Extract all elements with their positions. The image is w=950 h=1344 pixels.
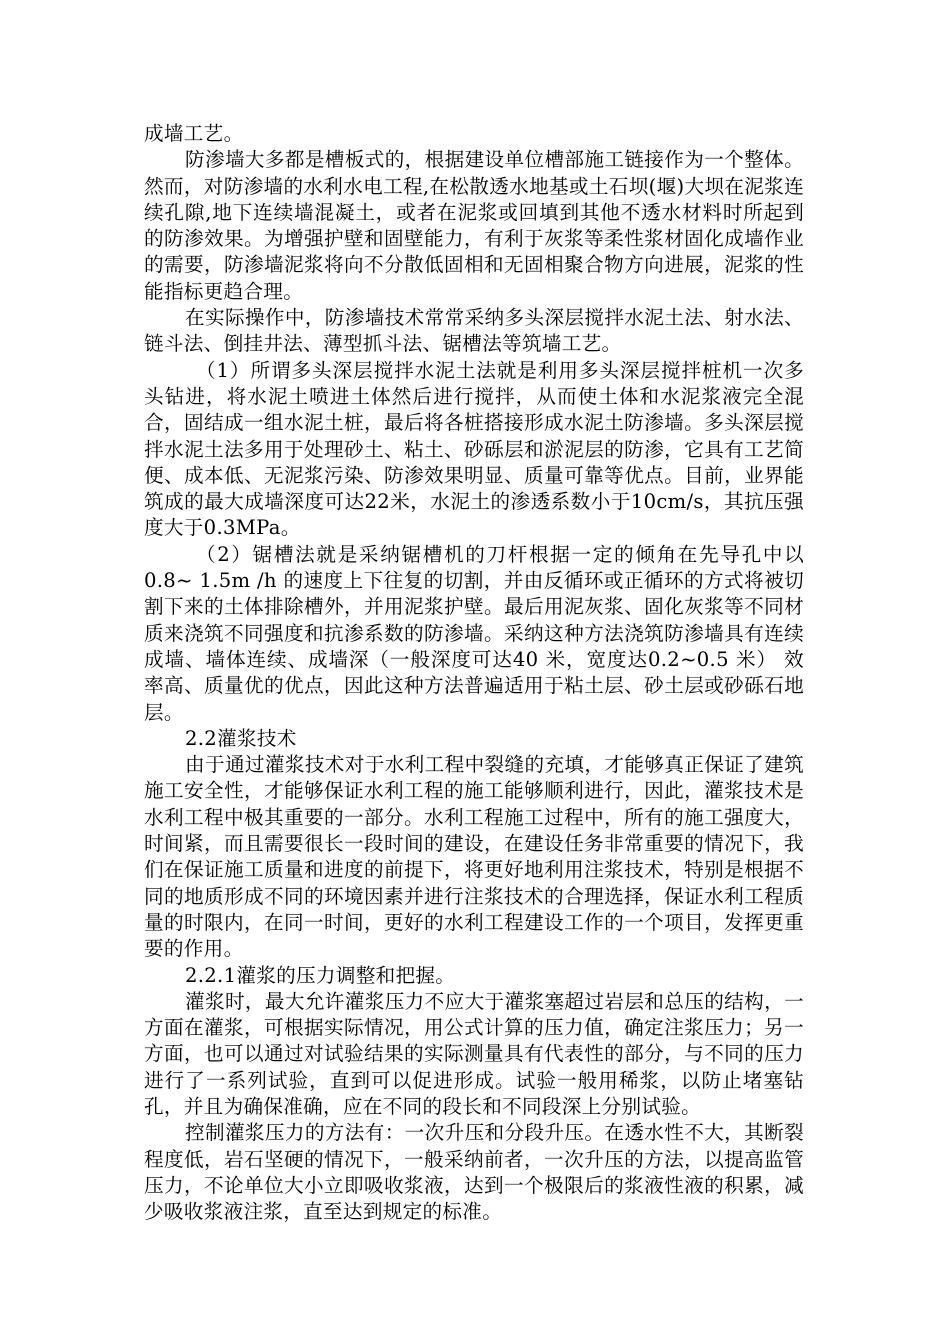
paragraph: 防渗墙大多都是槽板式的，根据建设单位槽部施工链接作为一个整体。然而，对防渗墙的水利水电工程,在松散透水地基或土石坝(堰)大坝在泥浆连续孔隙,地下连续墙混凝土，或者在泥浆或回填到其他不透水材料时所起到的防渗效果。为增强护壁和固壁能力，有利于灰浆等柔性浆材固化成墙作业的需要，防渗墙泥浆将向不分散低固相和无固相聚合物方向进展，泥浆的性能指标更趋合理。	[144, 148, 804, 303]
paragraph: （2）锯槽法就是采纳锯槽机的刀杆根据一定的倾角在先导孔中以0.8~ 1.5m /h 的速度上下往复的切割，并由反循环或正循环的方式将被切割下来的土体排除槽外，并用泥浆护壁。最后用泥灰浆、固化灰浆等不同材质来浇筑不同强度和抗渗系数的防渗墙。采纳这种方法浇筑防渗墙具有连续成墙、墙体连续、成墙深（一般深度可达40 米，宽度达0.2~0.5 米） 效率高、质量优的优点，因此这种方法普遍适用于粘土层、砂土层或砂砾石地层。	[144, 542, 804, 724]
subsection-heading: 2.2.1灌浆的压力调整和把握。	[185, 963, 456, 987]
paragraph: 由于通过灌浆技术对于水利工程中裂缝的充填，才能够真正保证了建筑施工安全性，才能够保证水利工程的施工能够顺利进行，因此，灌浆技术是水利工程中极其重要的一部分。水利工程施工过程中，所有的施工强度大，时间紧，而且需要很长一段时间的建设，在建设任务非常重要的情况下，我们在保证施工质量和进度的前提下，将更好地利用注浆技术，特别是根据不同的地质形成不同的环境因素并进行注浆技术的合理选择，保证水利工程质量的时限内，在同一时间，更好的水利工程建设工作的一个项目，发挥更重要的作用。	[144, 753, 804, 961]
paragraph: 成墙工艺。	[144, 122, 244, 145]
paragraph: 灌浆时，最大允许灌浆压力不应大于灌浆塞超过岩层和总压的结构，一方面在灌浆，可根据实际情况，用公式计算的压力值，确定注浆压力；另一方面，也可以通过对试验结果的实际测量具有代表性的部分，与不同的压力进行了一系列试验，直到可以促进形成。试验一般用稀浆，以防止堵塞钻孔，并且为确保准确，应在不同的段长和不同段深上分别试验。	[144, 989, 804, 1118]
section-heading: 2.2灌浆技术	[185, 726, 297, 750]
paragraph: （1）所谓多头深层搅拌水泥土法就是利用多头深层搅拌桩机一次多头钻进，将水泥土喷进土体然后进行搅拌，从而使土体和水泥浆液完全混合，固结成一组水泥土桩，最后将各桩搭接形成水泥土防渗墙。多头深层搅拌水泥土法多用于处理砂土、粘土、砂砾层和淤泥层的防渗，它具有工艺简便、成本低、无泥浆污染、防渗效果明显、质量可靠等优点。目前，业界能筑成的最大成墙深度可达22米，水泥土的渗透系数小于10cm/s，其抗压强度大于0.3MPa。	[144, 358, 804, 540]
paragraph: 控制灌浆压力的方法有：一次升压和分段升压。在透水性不大，其断裂程度低，岩石坚硬的情况下，一般采纳前者，一次升压的方法，以提高监管压力，不论单位大小立即吸收浆液，达到一个极限后的浆液性液的积累，减少吸收浆液注浆，直至达到规定的标准。	[144, 1121, 804, 1224]
paragraph: 在实际操作中，防渗墙技术常常采纳多头深层搅拌水泥土法、射水法、链斗法、倒挂井法、薄型抓斗法、锯槽法等筑墙工艺。	[144, 306, 804, 356]
body-text	[144, 121, 804, 1225]
